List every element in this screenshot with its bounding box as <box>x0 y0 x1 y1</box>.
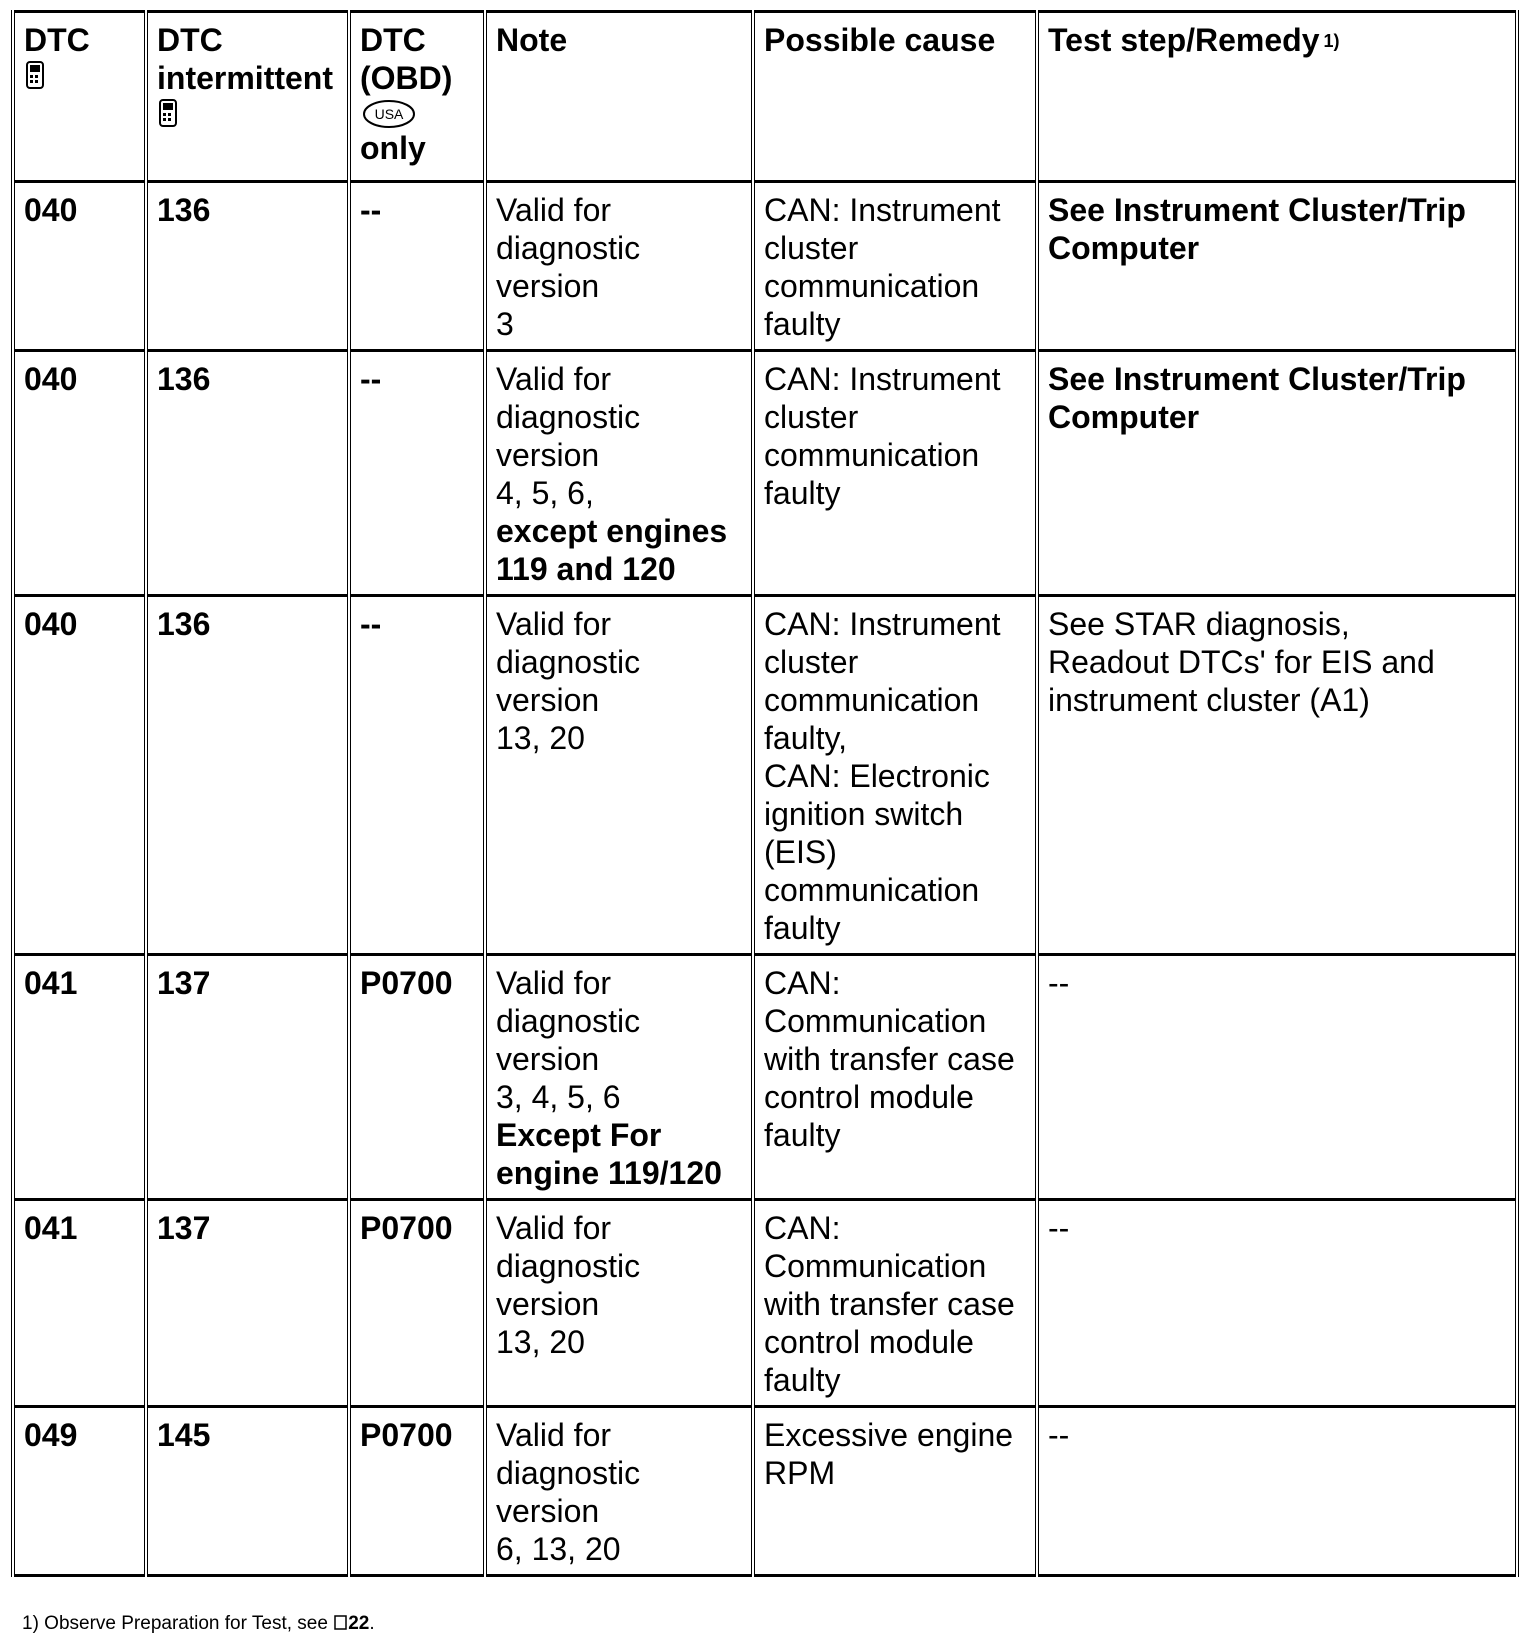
table-row <box>13 182 1517 351</box>
header-note: Note <box>485 12 753 182</box>
header-possible-cause: Possible cause <box>753 12 1037 182</box>
cell-remedy: See STAR diagnosis, Readout DTCs' for EIS and instrument cluster (A1) <box>1037 596 1517 955</box>
cell-remedy: See Instrument Cluster/Trip Computer <box>1037 182 1517 351</box>
footnote-ref: 1) <box>1323 31 1340 51</box>
page-reference-box-icon <box>334 1615 347 1630</box>
cell-dtc: 040 <box>13 351 146 596</box>
cell-possible-cause: CAN: Instrument cluster communication faulty, CAN: Electronic ignition switch (EIS) communication faulty <box>753 596 1037 955</box>
cell-note: Valid for diagnostic version 13, 20 <box>485 596 753 955</box>
cell-note: Valid for diagnostic version 6, 13, 20 <box>485 1407 753 1576</box>
cell-dtc: 041 <box>13 1200 146 1407</box>
cell-possible-cause: CAN: Communication with transfer case control module faulty <box>753 955 1037 1200</box>
header-dtc: DTC <box>13 12 146 182</box>
cell-note: Valid for diagnostic version 4, 5, 6, except engines 119 and 120 <box>485 351 753 596</box>
cell-dtc: 049 <box>13 1407 146 1576</box>
dtc-table <box>11 10 1519 1577</box>
cell-remedy: See Instrument Cluster/Trip Computer <box>1037 351 1517 596</box>
cell-remedy: -- <box>1037 1407 1517 1576</box>
cell-dtc-obd: P0700 <box>349 1407 485 1576</box>
table-row <box>13 955 1517 1200</box>
table-row <box>13 1407 1517 1576</box>
header-row <box>13 12 1517 182</box>
cell-dtc-obd: -- <box>349 351 485 596</box>
cell-dtc-intermittent: 137 <box>146 955 349 1200</box>
cell-dtc: 041 <box>13 955 146 1200</box>
cell-possible-cause: CAN: Instrument cluster communication faulty <box>753 351 1037 596</box>
cell-note: Valid for diagnostic version 3, 4, 5, 6 Except For engine 119/120 <box>485 955 753 1200</box>
cell-possible-cause: CAN: Communication with transfer case control module faulty <box>753 1200 1037 1407</box>
cell-dtc-obd: P0700 <box>349 955 485 1200</box>
table-row <box>13 596 1517 955</box>
handheld-tester-icon <box>26 61 44 89</box>
cell-note: Valid for diagnostic version 3 <box>485 182 753 351</box>
table-row <box>13 1200 1517 1407</box>
cell-remedy: -- <box>1037 1200 1517 1407</box>
cell-dtc-intermittent: 136 <box>146 182 349 351</box>
handheld-tester-icon <box>159 99 177 127</box>
usa-badge-label: USA <box>374 106 404 122</box>
cell-dtc-obd: P0700 <box>349 1200 485 1407</box>
cell-dtc-intermittent: 136 <box>146 351 349 596</box>
footnote: 1) Observe Preparation for Test, see 22. <box>22 1613 375 1634</box>
cell-possible-cause: Excessive engine RPM <box>753 1407 1037 1576</box>
header-dtc-obd: DTC (OBD) USA only <box>349 12 485 182</box>
cell-dtc: 040 <box>13 596 146 955</box>
cell-dtc: 040 <box>13 182 146 351</box>
table-row <box>13 351 1517 596</box>
cell-remedy: -- <box>1037 955 1517 1200</box>
cell-dtc-intermittent: 145 <box>146 1407 349 1576</box>
cell-dtc-intermittent: 136 <box>146 596 349 955</box>
cell-dtc-intermittent: 137 <box>146 1200 349 1407</box>
header-dtc-intermittent: DTC intermittent <box>146 12 349 182</box>
cell-note: Valid for diagnostic version 13, 20 <box>485 1200 753 1407</box>
cell-dtc-obd: -- <box>349 182 485 351</box>
cell-possible-cause: CAN: Instrument cluster communication faulty <box>753 182 1037 351</box>
usa-badge-icon <box>362 99 416 129</box>
cell-dtc-obd: -- <box>349 596 485 955</box>
header-test-step: Test step/Remedy $^{1)}$ <box>1037 12 1517 182</box>
